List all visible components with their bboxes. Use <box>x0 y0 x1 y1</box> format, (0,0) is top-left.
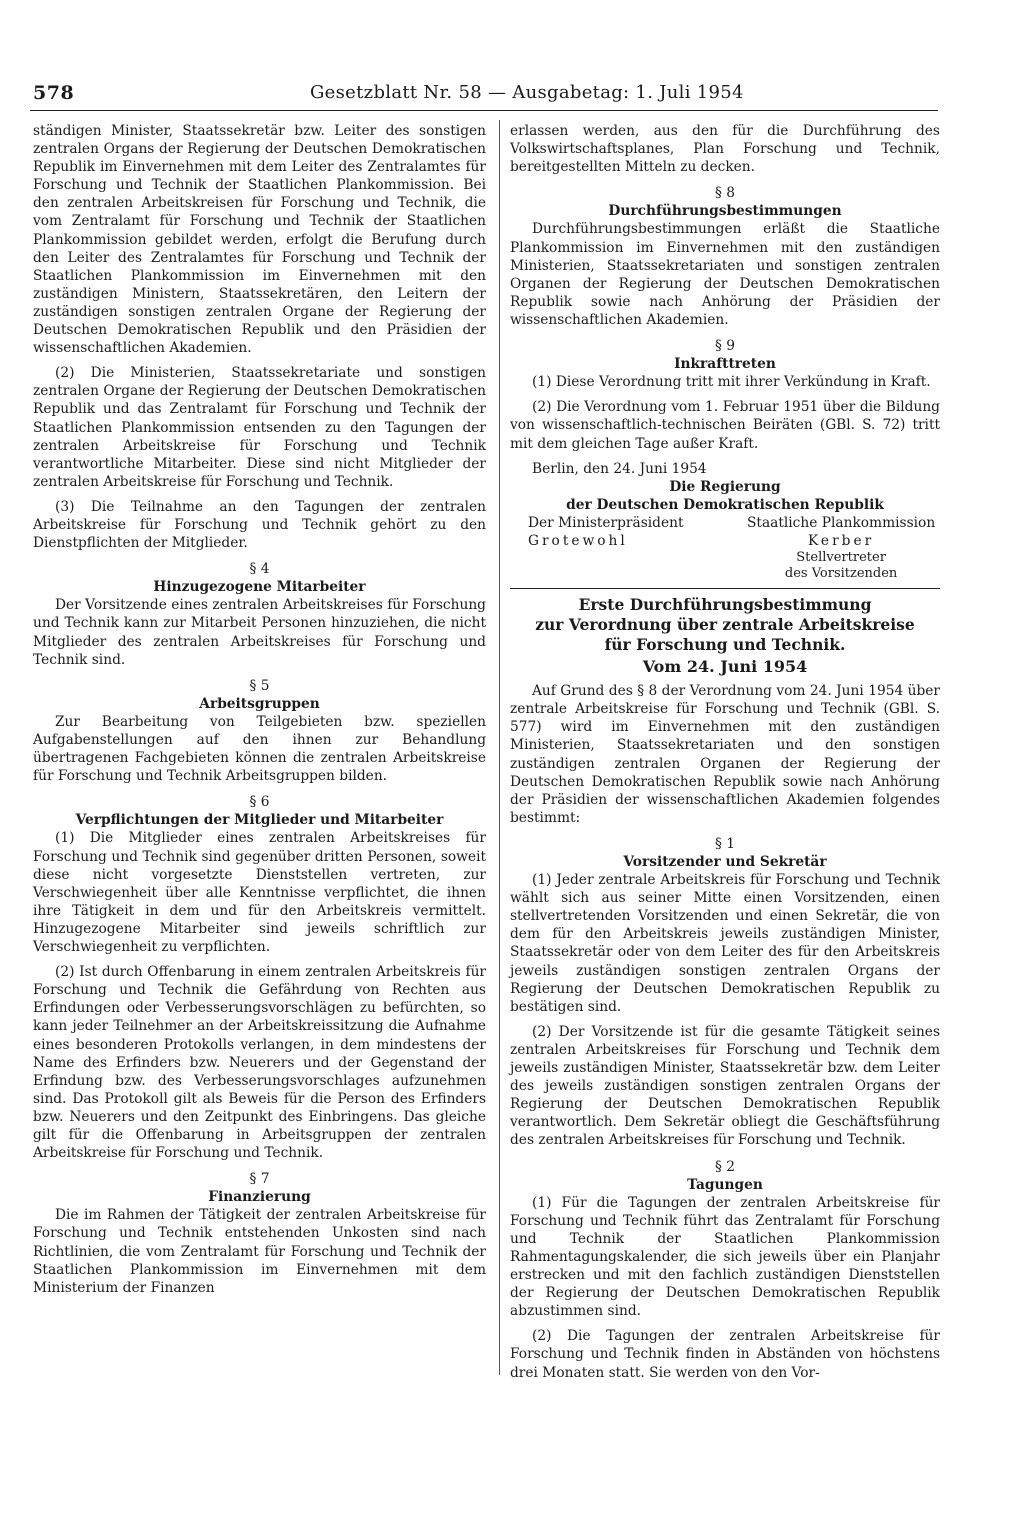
section-title: Finanzierung <box>208 1189 311 1206</box>
paragraph: (2) Der Vorsitzende ist für die gesamte Tätigkeit seines zentralen Arbeitskreises für Forschung und Technik dem jeweils zuständigen Minister, Staatssekretär bzw. dem Leiter des jeweils zuständigen sonstigen zentralen Organs der Regierung der Deutschen Demokratischen Republik verantwortlich. Dem Sekretär obliegt die Geschäftsführung des zentralen Arbeitskreises für Forschung und Technik. <box>510 1023 940 1149</box>
signature-block <box>510 514 940 582</box>
left-column <box>33 122 486 1297</box>
paragraph: (1) Die Mitglieder eines zentralen Arbeitskreises für Forschung und Technik sind gegenüber dritten Personen, soweit diese nicht vorgesetzte Dienststellen vertreten, zur Verschwiegenheit über alle Kenntnisse verpflichtet, die ihnen ihre Tätigkeit in dem und für den Arbeitskreis vermittelt. Hinzugezogene Mitarbeiter sind jeweils schriftlich zur Verschwiegenheit zu verpflichten. <box>33 830 486 956</box>
section-number: § 6 <box>249 794 270 811</box>
paragraph: (3) Die Teilnahme an den Tagungen der zentralen Arbeitskreise für Forschung und Technik gehört zu den Dienstpflichten der Mitglieder. <box>33 498 486 552</box>
section-number: § 1 <box>715 835 735 852</box>
paragraph: (2) Ist durch Offenbarung in einem zentralen Arbeitskreis für Forschung und Technik die Gefährdung von Rechten aus Erfindungen oder Verbesserungsvorschlägen zu befürchten, so kann jeder Teilnehmer an der Arbeitskreissitzung die Aufnahme eines besonderen Protokolls verlangen, in dem mindestens der Name des Erfinders bzw. Neuerers und der Gegenstand der Erfindung bzw. des Verbesserungsvorschlages aufzunehmen sind. Das Protokoll gilt als Beweis für die Person des Erfinders bzw. Neuerers und den Zeitpunkt des Einbringens. Das gleiche gilt für die Offenbarung in Arbeitsgruppen der zentralen Arbeitskreise für Forschung und Technik. <box>33 964 486 1162</box>
paragraph: Der Vorsitzende eines zentralen Arbeitskreises für Forschung und Technik kann zur Mitarbeit Personen hinzuziehen, die nicht Mitglieder des zentralen Arbeitskreises für Forschung und Technik sind. <box>33 597 486 668</box>
section-number: § 2 <box>715 1158 735 1175</box>
paragraph: (2) Die Verordnung vom 1. Februar 1951 über die Bildung von wissenschaftlich-technischen Beiräten (GBl. S. 72) tritt mit dem gleichen Tage außer Kraft. <box>510 399 940 452</box>
section-title: Durchführungsbestimmungen <box>608 203 842 220</box>
title-line: Erste Durchführungsbestimmung <box>578 595 872 615</box>
government-line: der Deutschen Demokratischen Republik <box>566 496 884 513</box>
section-number: § 7 <box>249 1171 270 1188</box>
header-rule <box>30 110 938 111</box>
section-number: § 5 <box>249 677 270 694</box>
paragraph: Die im Rahmen der Tätigkeit der zentralen Arbeitskreise für Forschung und Technik entstehenden Unkosten sind nach Richtlinien, die vom Zentralamt für Forschung und Technik der Staatlichen Plankommission im Einvernehmen mit dem Ministerium der Finanzen <box>33 1207 486 1296</box>
column-divider <box>499 120 500 1375</box>
paragraph: Auf Grund des § 8 der Verordnung vom 24. Juni 1954 über zentrale Arbeitskreise für Forschung und Technik (GBl. S. 577) wird im Einvernehmen mit den zuständigen Ministerien, Staatssekretariaten und den sonstigen zuständigen zentralen Organen der Regierung der Deutschen Demokratischen Republik sowie nach Anhörung der Präsidien der wissenschaftlichen Akademien folgendes bestimmt: <box>510 683 940 826</box>
paragraph: (1) Jeder zentrale Arbeitskreis für Forschung und Technik wählt sich aus seiner Mitte einen Vorsitzenden, einen stellvertretenden Vorsitzenden und einen Sekretär, die von dem für den Arbeitskreis jeweils zuständigen Minister, Staatssekretär oder von dem Leiter des für den Arbeitskreis jeweils zuständigen sonstigen zentralen Organs der Regierung der Deutschen Demokratischen Republik zu bestätigen sind. <box>510 872 940 1015</box>
section-title: Hinzugezogene Mitarbeiter <box>153 579 366 596</box>
page-header <box>0 82 1024 112</box>
signatory-role: Staatliche Plankommission <box>747 514 936 531</box>
signatory-subtitle: des Vorsitzenden <box>784 566 898 582</box>
section-title: Arbeitsgruppen <box>199 695 320 712</box>
document-title <box>510 595 940 655</box>
paragraph: (1) Für die Tagungen der zentralen Arbeitskreise für Forschung und Technik führt das Zentralamt für Forschung und Technik der Staatlichen Plankommission Rahmentagungskalender, die sich jeweils über ein Planjahr erstrecken und mit den fachlich zuständigen Dienststellen der Regierung der Deutschen Demokratischen Republik abzustimmen sind. <box>510 1194 940 1320</box>
title-line: zur Verordnung über zentrale Arbeitskreise <box>535 615 915 635</box>
signature-right <box>742 514 940 582</box>
signature-left <box>510 514 734 582</box>
signatory-name: Grotewohl <box>528 532 628 549</box>
signatory-subtitle: Stellvertreter <box>796 550 886 566</box>
section-title: Tagungen <box>687 1176 763 1193</box>
section-title: Verpflichtungen der Mitglieder und Mitarbeiter <box>75 812 444 829</box>
running-title: Gesetzblatt Nr. 58 — Ausgabetag: 1. Juli 1954 <box>310 82 744 103</box>
title-date: Vom 24. Juni 1954 <box>642 657 808 677</box>
section-title: Vorsitzender und Sekretär <box>623 854 827 870</box>
paragraph: Durchführungsbestimmungen erläßt die Staatliche Plankommission im Einvernehmen mit den zuständigen Ministerien, Staatssekretariaten und sonstigen zentralen Organen der Regierung der Deutschen Demokratischen Republik sowie nach Anhörung der Präsidien der wissenschaftlichen Akademien. <box>510 221 940 328</box>
separator-rule <box>510 588 940 589</box>
paragraph: erlassen werden, aus den für die Durchführung des Volkswirtschaftsplanes, Plan Forschung und Technik, bereitgestellten Mitteln zu decken. <box>510 123 940 176</box>
section-number: § 9 <box>715 338 735 355</box>
section-number: § 4 <box>249 561 270 578</box>
signatory-name: Kerber <box>808 532 875 549</box>
paragraph: ständigen Minister, Staatssekretär bzw. Leiter des sonstigen zentralen Organs der Regierung der Deutschen Demokratischen Republik im Einvernehmen mit dem Leiter des Zentralamtes für Forschung und Technik der Staatlichen Plankommission. Bei den zentralen Arbeitskreisen für Forschung und Technik, die vom Zentralamt für Forschung und Technik der Staatlichen Plankommission gebildet werden, erfolgt die Berufung durch den Leiter des Zentralamtes für Forschung und Technik der Staatlichen Plankommission im Einvernehmen mit den zuständigen Ministern, Staatssekretären, den Leitern der zuständigen sonstigen zentralen Organe der Regierung der Deutschen Demokratischen Republik und den Präsidien der wissenschaftlichen Akademien. <box>33 123 486 357</box>
paragraph: (2) Die Tagungen der zentralen Arbeitskreise für Forschung und Technik finden in Abständen von höchstens drei Monaten statt. Sie werden von den Vor- <box>510 1328 940 1381</box>
signatory-role: Der Ministerpräsident <box>528 514 684 531</box>
section-number: § 8 <box>715 185 735 202</box>
page-number: 578 <box>33 82 75 104</box>
paragraph: Zur Bearbeitung von Teilgebieten bzw. speziellen Aufgabenstellungen auf den ihnen zur Behandlung übertragenen Fachgebieten können die zentralen Arbeitskreise für Forschung und Technik Arbeitsgruppen bilden. <box>33 713 486 785</box>
title-line: für Forschung und Technik. <box>604 635 846 655</box>
paragraph: (1) Diese Verordnung tritt mit ihrer Verkündung in Kraft. <box>532 374 931 391</box>
date-line: Berlin, den 24. Juni 1954 <box>532 460 707 477</box>
section-title: Inkrafttreten <box>674 356 776 373</box>
right-column <box>510 122 940 1382</box>
government-line: Die Regierung <box>669 478 781 495</box>
paragraph: (2) Die Ministerien, Staatssekretariate und sonstigen zentralen Organe der Regierung der Deutschen Demokratischen Republik und das Zentralamt für Forschung und Technik der Staatlichen Plankommission entsenden zu den Tagungen der zentralen Arbeitskreise für Forschung und Technik verantwortliche Mitarbeiter. Diese sind nicht Mitglieder der zentralen Arbeitskreise für Forschung und Technik. <box>33 365 486 490</box>
